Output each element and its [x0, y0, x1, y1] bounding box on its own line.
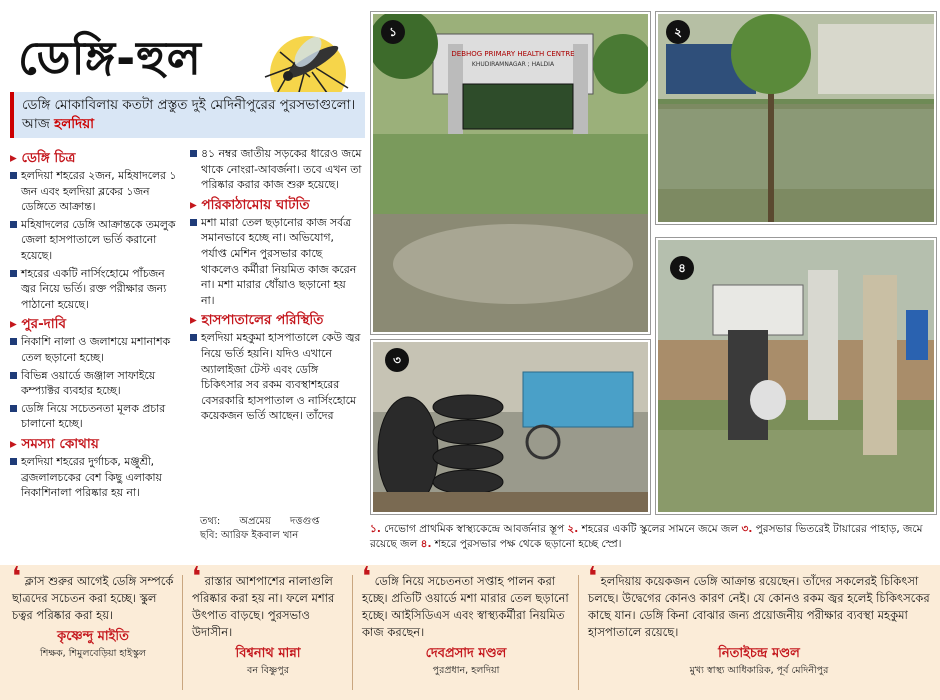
photo-4-image: [658, 240, 934, 512]
quote-role: মুখ্য স্বাস্থ্য আধিকারিক, পূর্ব মেদিনীপুর: [689, 665, 829, 676]
quote-4: [588, 562, 930, 679]
caption-text: পুরসভার ভিতরেই টায়ারের পাহাড়, জমে রয়েছে জল: [370, 523, 923, 550]
section-heading: ▸ পুর-দাবি: [10, 315, 182, 333]
section-heading: ▸ হাসপাতালের পরিস্থিতি: [190, 311, 362, 329]
photo-number: ৩: [385, 348, 409, 372]
quote-text: ডেঙ্গি নিয়ে সচেতনতা সপ্তাহ পালন করা হচ্ছে। প্রতিটি ওয়ার্ডে মশা মারার তেল ছড়ানো হচ্ছে। আইসিডিএস এবং স্বাস্থ্যকর্মীরা নিয়মিত কাজ করছেন।: [362, 574, 569, 639]
caption-number: ১.: [370, 523, 381, 535]
divider: [578, 575, 579, 690]
photo-3: [371, 340, 650, 514]
left-column: [10, 146, 182, 503]
photo-1-image: [373, 14, 648, 332]
photo-number: ২: [666, 20, 690, 44]
quote-role: শিক্ষক, শিমুলবেড়িয়া হাইস্কুল: [40, 648, 146, 659]
list-item: হলদিয়া শহরের দুর্গাচক, মঞ্জুশ্রী, ব্রজলালচকের বেশ কিছু এলাকায় নিকাশিনালা পরিষ্কার হয় না।: [10, 454, 182, 501]
quote-text: রাস্তার আশপাশের নালাগুলি পরিষ্কার করা হয় না। ফলে মশার উৎপাত বাড়ছে। পুরসভাও উদাসীন।: [192, 574, 335, 639]
list-item: ডেঙ্গি নিয়ে সচেতনতা মূলক প্রচার চালানো হচ্ছে।: [10, 401, 182, 432]
quote-1: [12, 562, 174, 662]
list-item: মশা মারা তেল ছড়ানোর কাজ সর্বত্র সমানভাবে হচ্ছে না। অভিযোগ, পর্যাপ্ত মেশিন পুরসভার কাছে থাকলেও কর্মীরা নিয়মিত কাজ করেন না। মশা মারার ধোঁয়াও ছড়ানো হয় না।: [190, 215, 362, 309]
photo-number: ৪: [670, 256, 694, 280]
quote-name: নিতাইচন্দ্র মণ্ডল: [718, 646, 800, 661]
list-item: বিভিন্ন ওয়ার্ডে জঞ্জাল সাফাইয়ে কম্প্যাক্টর ব্যবহার হচ্ছে।: [10, 368, 182, 399]
photo-number: ১: [381, 20, 405, 44]
list-item: শহরের একটি নার্সিংহোমে পাঁচজন জ্বর নিয়ে ভর্তি। রক্ত পরীক্ষার জন্য পাঠানো হয়েছে।: [10, 266, 182, 313]
quote-mark-icon: ❛: [362, 562, 372, 592]
quote-2: [192, 562, 344, 679]
quote-role: পুরপ্রধান, হলদিয়া: [432, 665, 500, 676]
credit-photo: ছবি: আরিফ ইকবাল খান: [200, 530, 299, 541]
photo-4: [656, 238, 936, 514]
caption-text: দেভোগ প্রাথমিক স্বাস্থ্যকেন্দ্রে আবর্জনার স্তূপ: [380, 523, 568, 535]
photo-caption: [370, 522, 935, 552]
section-heading: ▸ সমস্যা কোথায়: [10, 435, 182, 453]
credits: [200, 515, 365, 543]
photo-3-image: [373, 342, 648, 512]
subhead-text: ডেঙ্গি মোকাবিলায় কতটা প্রস্তুত দুই মেদিনীপুরের পুরসভাগুলো। আজ: [22, 97, 356, 132]
quote-mark-icon: ❛: [192, 562, 202, 592]
quote-role: বন বিষ্ণুপুর: [247, 665, 289, 676]
sign-line-2: KHUDIRAMNAGAR ; HALDIA: [471, 61, 555, 68]
photo-2-image: [658, 14, 934, 222]
subhead-place: হলদিয়া: [54, 116, 95, 132]
headline: ডেঙ্গি-হুল: [18, 31, 202, 85]
caption-text: শহরের একটি স্কুলের সামনে জমে জল: [578, 523, 742, 535]
list-item: মহিষাদলের ডেঙ্গি আক্রান্তকে তমলুক জেলা হাসপাতালে ভর্তি করানো হয়েছে।: [10, 217, 182, 264]
quote-mark-icon: ❛: [588, 562, 598, 592]
sign-line-1: DEBHOG PRIMARY HEALTH CENTRE: [451, 50, 575, 58]
caption-number: ৩.: [741, 523, 753, 535]
photo-2: [656, 12, 936, 224]
quote-3: [362, 562, 570, 679]
middle-column: [190, 146, 362, 426]
caption-text: শহরে পুরসভার পক্ষ থেকে ছড়ানো হচ্ছে স্প্রে।: [431, 538, 622, 550]
photo-1: [371, 12, 650, 334]
list-item: ৪১ নম্বর জাতীয় সড়কের ধারেও জমে থাকে নোংরা-আবর্জনা। তবে এখন তা পরিষ্কার করার কাজ শুরু হয়েছে।: [190, 146, 362, 193]
divider: [352, 575, 353, 690]
list-item: নিকাশি নালা ও জলাশয়ে মশানাশক তেল ছড়ানো হচ্ছে।: [10, 334, 182, 365]
caption-number: ২.: [567, 523, 579, 535]
caption-number: ৪.: [420, 538, 432, 550]
divider: [182, 575, 183, 690]
credit-info: তথ্য: অপ্রমেয় দত্তগুপ্ত: [200, 516, 320, 527]
quote-name: কৃষ্ণেন্দু মাইতি: [57, 629, 129, 644]
list-item: হলদিয়া মহকুমা হাসপাতালে কেউ জ্বর নিয়ে ভর্তি হয়নি। যদিও এখানে অ্যালাইজা টেস্ট এবং ডেঙ্গি চিকিৎসার সব রকম ব্যবস্থাশহরের বেসরকারি হাসপাতাল ও নার্সিংহোমে কয়েকজন ভর্তি আছেন। তাঁদের: [190, 330, 362, 424]
section-heading: ▸ পরিকাঠামোয় ঘাটতি: [190, 196, 362, 214]
quote-name: দেবপ্রসাদ মণ্ডল: [425, 646, 507, 661]
quote-name: বিশ্বনাথ মান্না: [235, 646, 301, 661]
quote-mark-icon: ❛: [12, 562, 22, 592]
section-heading: ▸ ডেঙ্গি চিত্র: [10, 149, 182, 167]
quote-text: ক্লাস শুরুর আগেই ডেঙ্গি সম্পর্কে ছাত্রদের সচেতন করা হচ্ছে। স্কুল চত্বর পরিষ্কার করা হয়।: [12, 574, 174, 622]
list-item: হলদিয়া শহরের ২জন, মহিষাদলের ১ জন এবং হলদিয়া ব্লকের ১জন ডেঙ্গিতে আক্রান্ত।: [10, 168, 182, 215]
subhead: [10, 92, 365, 138]
quote-text: হলদিয়ায় কয়েকজন ডেঙ্গি আক্রান্ত রয়েছেন। তাঁদের সকলেরই চিকিৎসা চলছে। উদ্বেগের কোনও কারণ নেই। যে কোনও রকম জ্বর হলেই চিকিৎসকের কাছে যান। ডেঙ্গি কিনা বোঝার জন্য প্রয়োজনীয় পরীক্ষার ব্যবস্থা মহকুমা হাসপাতালে রয়েছে।: [588, 574, 930, 639]
